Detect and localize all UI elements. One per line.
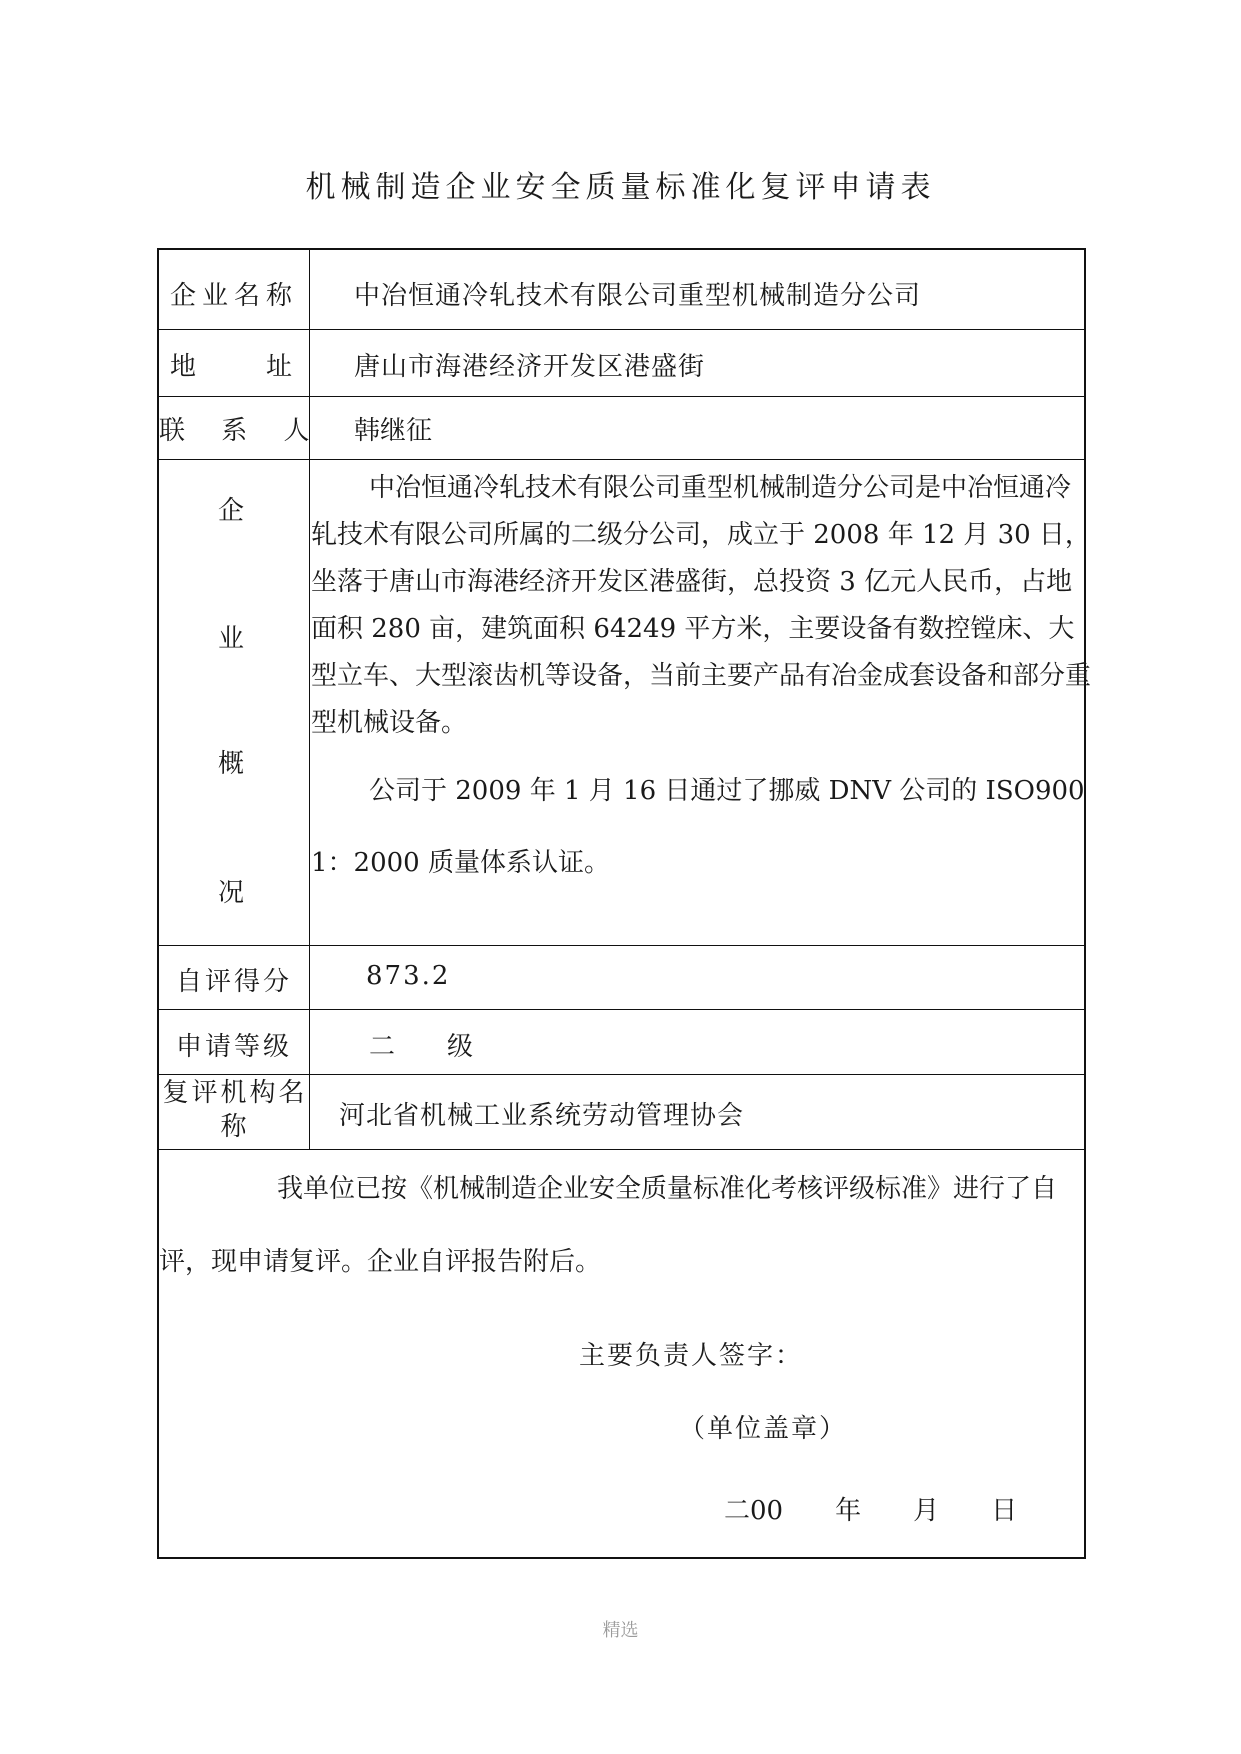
self-score-value: 873.2 [366,961,451,991]
row-divider [159,329,1084,330]
profile-paragraph: 公司于 2009 年 1 月 16 日通过了挪威 DNV 公司的 ISO9001：2000 质量体系认证。 [311,776,1085,878]
company-name-label: 企业名称 [169,281,298,311]
page-footer: 精选 [602,1620,639,1641]
row-divider [159,945,1084,946]
company-profile [311,465,1091,899]
grade-label: 申请等级 [175,1032,292,1062]
review-org-label: 复评机构名称 [162,1078,308,1142]
company-name-value: 中冶恒通冷轧技术有限公司重型机械制造分公司 [354,281,922,311]
contact-value: 韩继征 [354,416,433,446]
row-divider [159,1074,1084,1075]
signature-label: 主要负责人签字： [579,1341,804,1371]
profile-label-char: 概 [217,749,250,779]
date-line: 二00 年 月 日 [724,1496,1018,1526]
profile-paragraph: 中冶恒通冷轧技术有限公司重型机械制造分公司是中冶恒通冷轧技术有限公司所属的二级分公司，成立于 2008 年 12 月 30 日，坐落于唐山市海港经济开发区港盛街，总投资 3 亿元人民币，占地面积 280 亩，建筑面积 64249 平方米，主要设备有数控镗床、大型立车、大型滚齿机等设备，当前主要产品有冶金成套设备和部分重型机械设备。 [311,473,1091,738]
address-value: 唐山市海港经济开发区港盛街 [354,352,706,382]
seal-label: （单位盖章） [679,1414,848,1444]
review-org-value: 河北省机械工业系统劳动管理协会 [339,1101,745,1131]
row-divider [159,459,1084,460]
row-divider [159,396,1084,397]
address-label: 地 址 [169,352,298,382]
declaration-paragraph: 我单位已按《机械制造企业安全质量标准化考核评级标准》进行了自评，现申请复评。企业自评报告附后。 [159,1174,1058,1277]
column-divider [309,250,310,1149]
profile-label-char: 企 [217,496,250,526]
declaration-text [159,1153,1089,1299]
application-form-table [157,248,1091,1559]
contact-label: 联 系 人 [159,416,324,446]
grade-value: 二 级 [369,1032,474,1062]
row-divider [159,1009,1084,1010]
row-divider [159,1149,1084,1150]
form-title: 机械制造企业安全质量标准化复评申请表 [305,170,936,205]
profile-label-char: 况 [217,878,250,908]
self-score-label: 自评得分 [175,967,292,997]
profile-label-char: 业 [217,624,250,654]
